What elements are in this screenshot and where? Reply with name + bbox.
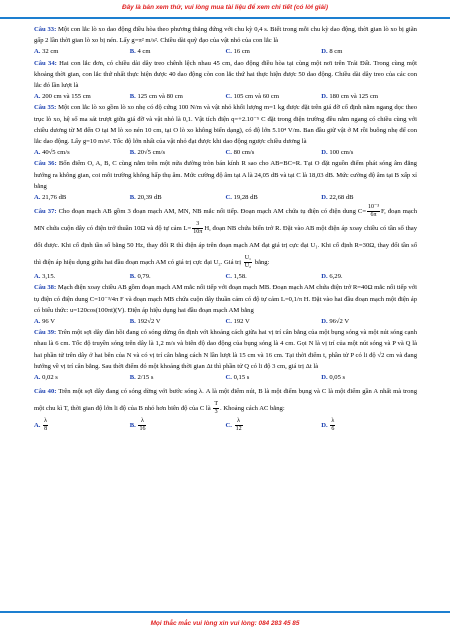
option-value: 100 cm/s — [329, 149, 354, 157]
question-text: Một con lắc lò xo dao động điều hòa theo phương thẳng đứng với chu kỳ 0,4 s. Biết trong mỗi chu kỳ dao động, thời gian lò xo bị giãn gấp 2 lần thời gian lò xo bị nén. Lấy g=π² m/s². Chiều dài quỹ đạo của vật nhỏ của con lắc là — [34, 26, 417, 45]
option-value: 80 cm/s — [233, 149, 255, 157]
option-label: A. — [34, 273, 41, 281]
preview-notice: Đây là bản xem thử, vui lòng mua tài liệu để xem chi tiết (có lời giải) — [122, 4, 328, 11]
option-label: D. — [321, 374, 328, 382]
fraction-numerator: T — [214, 401, 219, 408]
option-fraction — [138, 418, 146, 433]
fraction-denominator: 16 — [139, 426, 146, 433]
option-value: 192√2 V — [137, 318, 161, 326]
option-value: 8 cm — [329, 48, 343, 56]
option-b[interactable] — [130, 91, 226, 102]
answer-options — [34, 91, 417, 102]
option-label: B. — [129, 149, 136, 157]
option-label: D. — [321, 48, 328, 56]
option-c[interactable] — [226, 271, 322, 282]
option-label: B. — [129, 374, 136, 382]
answer-options — [34, 417, 417, 434]
option-d[interactable] — [321, 316, 417, 327]
question-number: Câu 36: — [34, 160, 57, 168]
option-label: D. — [321, 194, 328, 202]
answer-options — [34, 192, 417, 203]
fraction-numerator: λ — [44, 418, 48, 425]
option-label: B. — [129, 318, 136, 326]
option-value: 16 cm — [233, 48, 250, 56]
question-number: Câu 38: — [34, 284, 57, 292]
option-d[interactable] — [321, 46, 417, 57]
question-number: Câu 34: — [34, 59, 57, 67]
option-fraction — [235, 418, 243, 433]
fraction-numerator: 10⁻³ — [368, 204, 380, 211]
answer-options — [34, 46, 417, 57]
question-text: Bốn điểm O, A, B, C cùng nằm trên một nửa đường tròn bán kính R sao cho AB=BC=R. Tại O đặt nguồn điểm phát sóng âm đẳng hướng ra không gian, coi môi trường không hấp thụ âm. Mức cường độ âm tại A là 24,05 dB và tại C là 18,03 dB. Mức cường độ âm tại B xấp xỉ bằng — [34, 160, 417, 190]
question-text: Hai con lắc đơn, có chiều dài dây treo chênh lệch nhau 45 cm, dao động điều hòa tại cùng một nơi trên Trái Đất. Trong cùng một khoảng thời gian, con lắc thứ nhất thực hiện được 40 dao động còn con lắc thứ hai thực hiện được 50 dao động. Chiều dài dây treo của các con lắc đó lần lượt là — [34, 59, 418, 90]
option-c[interactable] — [226, 147, 322, 158]
option-label: B. — [129, 422, 136, 430]
answer-options — [34, 147, 417, 158]
question-text: H, đoạn NB chứa biến trở R. Đặt vào AB một điện áp xoay chiều có tần số thay đổi được. Khi cố định tần số bằng 50 Hz, thay đổi R thì điện áp trên đoạn mạch AM đạt giá trị cực đại U₁. Khi cố định R=30Ω, thay đổi tần số thì điện áp hiệu dụng giữa hai đầu đoạn mạch AM có giá trị cực đại U₂. Giá trị — [34, 225, 417, 267]
option-value: 200 cm và 155 cm — [42, 93, 91, 101]
option-value: 32 cm — [42, 48, 59, 56]
option-label: D. — [321, 149, 328, 157]
option-fraction — [43, 418, 48, 433]
option-d[interactable] — [321, 147, 417, 158]
option-label: D. — [321, 318, 328, 326]
option-value: 20,39 dB — [137, 194, 162, 202]
option-c[interactable] — [226, 316, 322, 327]
option-value: 20√5 cm/s — [137, 149, 166, 157]
question-number: Câu 35: — [34, 104, 57, 112]
option-value: 19,28 dB — [233, 194, 258, 202]
option-b[interactable] — [130, 192, 226, 203]
question-text: Mạch điện xoay chiều AB gồm đoạn mạch AM mắc nối tiếp với đoạn mạch MB. Đoạn mạch AM chứa điện trở R=40Ω mắc nối tiếp với tụ điện có điện dung C=10⁻³/4π F và đoạn mạch MB chứa cuộn dây thuần cảm có độ tự cảm L=0,1/π H. Đặt vào hai đầu đoạn mạch một điện áp có biểu thức: u=120cos(100πt)(V). Điện áp hiệu dụng hai đầu đoạn mạch AM bằng — [34, 284, 417, 314]
option-c[interactable] — [226, 91, 322, 102]
option-value: 6,29. — [329, 273, 343, 281]
option-a[interactable] — [34, 46, 130, 57]
option-a[interactable] — [34, 91, 130, 102]
option-value: 0,05 s — [329, 374, 346, 382]
option-label: A. — [34, 48, 41, 56]
option-label: B. — [129, 48, 136, 56]
option-value: 22,68 dB — [329, 194, 354, 202]
answer-options — [34, 316, 417, 327]
option-c[interactable] — [226, 417, 322, 434]
question-text: Trên một sợi dây đàn hồi đang có sóng dừng ổn định với khoảng cách giữa hai vị trí cân bằng của một bụng sóng và một nút sóng cạnh nhau là 6 cm. Tốc độ truyền sóng trên dây là 1,2 m/s và biên độ dao động của bụng sóng là 4 cm. Gọi N là vị trí của một nút sóng và P và Q là hai phần tử trên dây ở hai bên của N và có vị trí cân bằng cách N lần lượt là 15 cm và 16 cm. Tại thời điểm t, phần tử P có li độ √2 cm và đang hướng về vị trí cân bằng. Sau thời điểm đó một khoảng thời gian Δt thì phần tử Q có li độ 3 cm, giá trị Δt là — [34, 329, 418, 370]
option-d[interactable] — [321, 271, 417, 282]
option-c[interactable] — [226, 192, 322, 203]
answer-options — [34, 372, 417, 383]
option-value: 0,02 s — [42, 374, 58, 382]
question-text: Một con lắc lò xo gồm lò xo nhẹ có độ cứng 100 N/m và vật nhỏ khối lượng m=1 kg được đặt trên giá đỡ cố định nằm ngang dọc theo trục lò xo, hệ số ma sát trượt giữa giá đỡ và vật nhỏ là 0,1. Vật tích điện q=+2.10⁻⁵ C đặt trong điện trường đều nằm ngang có chiều cùng với chiều dương từ M đến O tại M lò xo nén 10 cm, tại O lò xo không biến dạng), có độ lớn 5.10⁴ V/m. Ban đầu giữ vật ở M rồi buông nhẹ để con lắc dao động. Lấy g=10 m/s². Tốc độ lớn nhất của vật nhỏ đạt được khi dao động ngược chiều dương là — [34, 104, 417, 146]
question-40 — [34, 383, 417, 417]
option-value: 1,58. — [233, 273, 247, 281]
option-value: 105 cm và 60 cm — [233, 93, 279, 101]
option-d[interactable] — [321, 91, 417, 102]
option-label: C. — [225, 149, 232, 157]
option-label: B. — [129, 194, 136, 202]
option-label: A. — [34, 149, 41, 157]
fraction-numerator: λ — [331, 418, 335, 425]
question-number: Câu 40: — [34, 388, 57, 396]
option-label: C. — [225, 318, 232, 326]
question-34 — [34, 58, 417, 92]
option-label: C. — [225, 374, 232, 382]
fraction-numerator: 3 — [192, 221, 203, 229]
option-a[interactable] — [34, 271, 130, 282]
option-label: B. — [129, 273, 136, 281]
question-number: Câu 33: — [34, 26, 57, 33]
option-b[interactable] — [130, 316, 226, 327]
option-value: 0,15 s — [233, 374, 250, 382]
option-label: D. — [321, 422, 328, 430]
question-number: Câu 39: — [34, 329, 57, 337]
question-36 — [34, 158, 417, 192]
option-label: C. — [225, 422, 232, 430]
fraction-denominator: 6π — [370, 212, 377, 219]
option-b[interactable] — [130, 372, 226, 383]
contact-notice: Mọi thắc mắc vui lòng xin vui lòng: 084 283 45 85 — [150, 620, 300, 627]
option-value: 192 V — [233, 318, 250, 326]
option-a[interactable] — [34, 192, 130, 203]
question-text: bằng: — [254, 259, 270, 267]
option-value: 3,15. — [42, 273, 56, 281]
question-text: Trên một sợi dây đang có sóng dừng với bước sóng λ. A là một điểm nút, B là một điểm bụng và C là một điểm gần A nhất mà trong một chu kì T, thời gian độ lớn li độ của B nhỏ hơn biên độ của C là — [34, 388, 417, 413]
question-38 — [34, 282, 417, 316]
question-33 — [34, 24, 417, 46]
fraction-numerator: λ — [138, 418, 146, 426]
option-fraction — [330, 418, 335, 433]
option-d[interactable] — [321, 417, 417, 434]
option-label: A. — [34, 374, 41, 382]
fraction-denominator: 10π — [193, 229, 203, 236]
option-value: 21,76 dB — [42, 194, 67, 202]
option-a[interactable] — [34, 316, 130, 327]
fraction-denominator: U₂ — [244, 263, 252, 270]
option-c[interactable] — [226, 372, 322, 383]
fraction-denominator: 12 — [235, 426, 242, 433]
fraction-numerator: U₁ — [244, 255, 252, 262]
option-a[interactable] — [34, 372, 130, 383]
question-list — [34, 24, 417, 434]
option-value: 40√5 cm/s — [42, 149, 70, 157]
fraction-denominator: 8 — [44, 426, 48, 433]
option-b[interactable] — [130, 147, 226, 158]
option-label: C. — [225, 194, 232, 202]
footer-divider — [0, 611, 450, 613]
question-35 — [34, 102, 417, 147]
option-value: 2/15 s — [137, 374, 154, 382]
option-value: 0,79. — [137, 273, 151, 281]
option-a[interactable] — [34, 147, 130, 158]
option-d[interactable] — [321, 192, 417, 203]
question-39 — [34, 327, 417, 372]
option-label: A. — [34, 194, 41, 202]
option-value: 125 cm và 80 cm — [137, 93, 183, 101]
fraction-denominator: 3 — [214, 409, 218, 416]
option-value: 180 cm và 125 cm — [329, 93, 379, 101]
option-label: C. — [225, 93, 232, 101]
option-label: B. — [129, 93, 136, 101]
option-value: 96 V — [42, 318, 55, 326]
option-c[interactable] — [226, 46, 322, 57]
option-label: A. — [34, 93, 41, 101]
question-text: . Khoảng cách AC bằng: — [220, 405, 285, 413]
option-label: D. — [321, 273, 328, 281]
option-label: C. — [225, 273, 232, 281]
option-b[interactable] — [130, 417, 226, 434]
option-value: 96√2 V — [329, 318, 350, 326]
voltage-ratio-fraction — [244, 255, 252, 270]
question-number: Câu 37: — [34, 208, 57, 216]
option-label: C. — [225, 48, 232, 56]
option-d[interactable] — [321, 372, 417, 383]
option-label: A. — [34, 318, 41, 326]
option-label: A. — [34, 422, 41, 430]
header-divider — [0, 17, 450, 19]
question-37 — [34, 203, 417, 271]
capacitance-fraction — [367, 204, 380, 219]
period-fraction — [213, 401, 219, 416]
option-value: 4 cm — [137, 48, 151, 56]
question-text: Cho đoạn mạch AB gồm 3 đoạn mạch AM, MN, NB mắc nối tiếp. Đoạn mạch AM chứa tụ điện có điện dung C= — [58, 208, 367, 216]
question-text: F, đoạn mạch MN chứa cuộn dây có điện trở thuần 10Ω và độ tự cảm L= — [34, 208, 418, 233]
option-b[interactable] — [130, 46, 226, 57]
fraction-numerator: λ — [235, 418, 243, 426]
option-a[interactable] — [34, 417, 130, 434]
option-b[interactable] — [130, 271, 226, 282]
fraction-denominator: 6 — [331, 426, 335, 433]
option-label: D. — [321, 93, 328, 101]
inductance-fraction — [192, 221, 203, 236]
answer-options — [34, 271, 417, 282]
